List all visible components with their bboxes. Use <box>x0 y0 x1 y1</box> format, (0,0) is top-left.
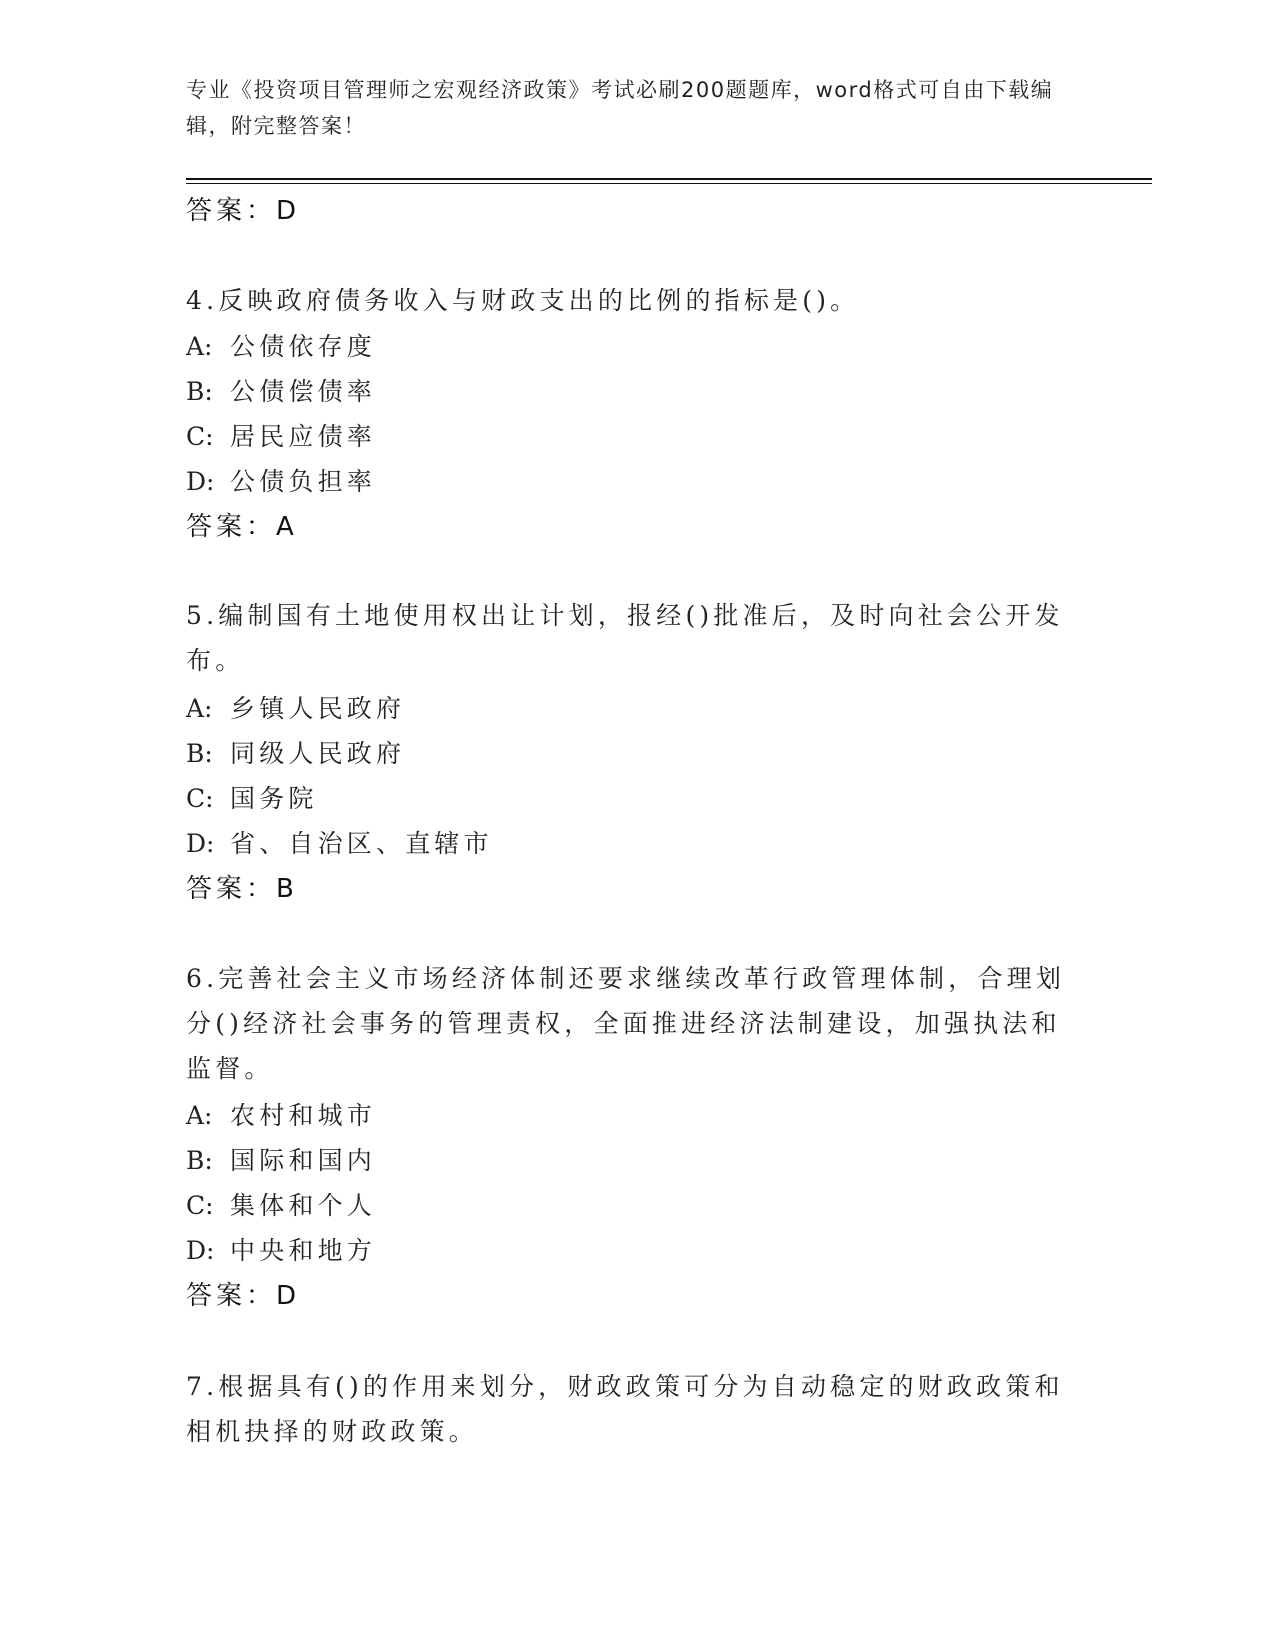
answer-label: 答案： <box>186 196 277 226</box>
question-5-answer <box>186 872 294 906</box>
option-key: D: <box>186 1236 215 1265</box>
option-key: B: <box>186 739 213 768</box>
option-text: 省、自治区、直辖市 <box>230 829 493 858</box>
question-4-option-b <box>186 375 1066 409</box>
question-7-stem: 7.根据具有()的作用来划分，财政政策可分为自动稳定的财政政策和相机抉择的财政政策。 <box>186 1372 1064 1446</box>
prev-answer <box>186 194 296 228</box>
option-text: 国务院 <box>230 784 318 813</box>
answer-label: 答案： <box>186 512 277 542</box>
option-text: 农村和城市 <box>230 1101 377 1130</box>
option-key: A: <box>186 332 213 361</box>
option-text: 居民应债率 <box>230 422 377 451</box>
option-text: 集体和个人 <box>230 1191 377 1220</box>
question-4-option-c <box>186 420 1066 454</box>
question-4-stem: 4.反映政府债务收入与财政支出的比例的指标是()。 <box>186 286 860 315</box>
option-key: A: <box>186 1101 213 1130</box>
question-5-option-a <box>186 692 1066 726</box>
option-text: 中央和地方 <box>230 1236 377 1265</box>
question-5-option-c <box>186 782 1066 816</box>
question-6-stem: 6.完善社会主义市场经济体制还要求继续改革行政管理体制，合理划分()经济社会事务的管理责权，全面推进经济法制建设，加强执法和监督。 <box>186 964 1066 1083</box>
question-4-answer <box>186 510 294 544</box>
option-key: D: <box>186 467 215 496</box>
answer-value: D <box>276 196 297 226</box>
question-5-option-d <box>186 827 1066 861</box>
header-divider <box>186 178 1152 184</box>
option-text: 同级人民政府 <box>230 739 406 768</box>
question-6-option-c <box>186 1189 1066 1223</box>
question-6-option-d <box>186 1234 1066 1268</box>
option-text: 公债负担率 <box>230 467 377 496</box>
answer-value: A <box>276 512 294 542</box>
page-header: 专业《投资项目管理师之宏观经济政策》考试必刷200题题库，word格式可自由下载编辑，附完整答案！ <box>186 78 1054 138</box>
option-text: 公债依存度 <box>230 332 377 361</box>
document-page <box>186 0 1152 1650</box>
answer-value: B <box>276 874 294 904</box>
option-key: B: <box>186 377 213 406</box>
answer-value: D <box>276 1281 297 1311</box>
option-text: 国际和国内 <box>230 1146 377 1175</box>
question-6-option-b <box>186 1144 1066 1178</box>
question-4-option-d <box>186 465 1066 499</box>
question-5-stem: 5.编制国有土地使用权出让计划，报经()批准后，及时向社会公开发布。 <box>186 601 1064 675</box>
option-text: 乡镇人民政府 <box>230 694 406 723</box>
question-6-answer <box>186 1279 296 1313</box>
option-text: 公债偿债率 <box>230 377 377 406</box>
question-4-option-a <box>186 330 1066 364</box>
question-5-option-b <box>186 737 1066 771</box>
answer-label: 答案： <box>186 874 277 904</box>
option-key: C: <box>186 1191 214 1220</box>
option-key: C: <box>186 422 214 451</box>
option-key: D: <box>186 829 215 858</box>
option-key: A: <box>186 694 213 723</box>
question-6-option-a <box>186 1099 1066 1133</box>
option-key: C: <box>186 784 214 813</box>
option-key: B: <box>186 1146 213 1175</box>
answer-label: 答案： <box>186 1281 277 1311</box>
